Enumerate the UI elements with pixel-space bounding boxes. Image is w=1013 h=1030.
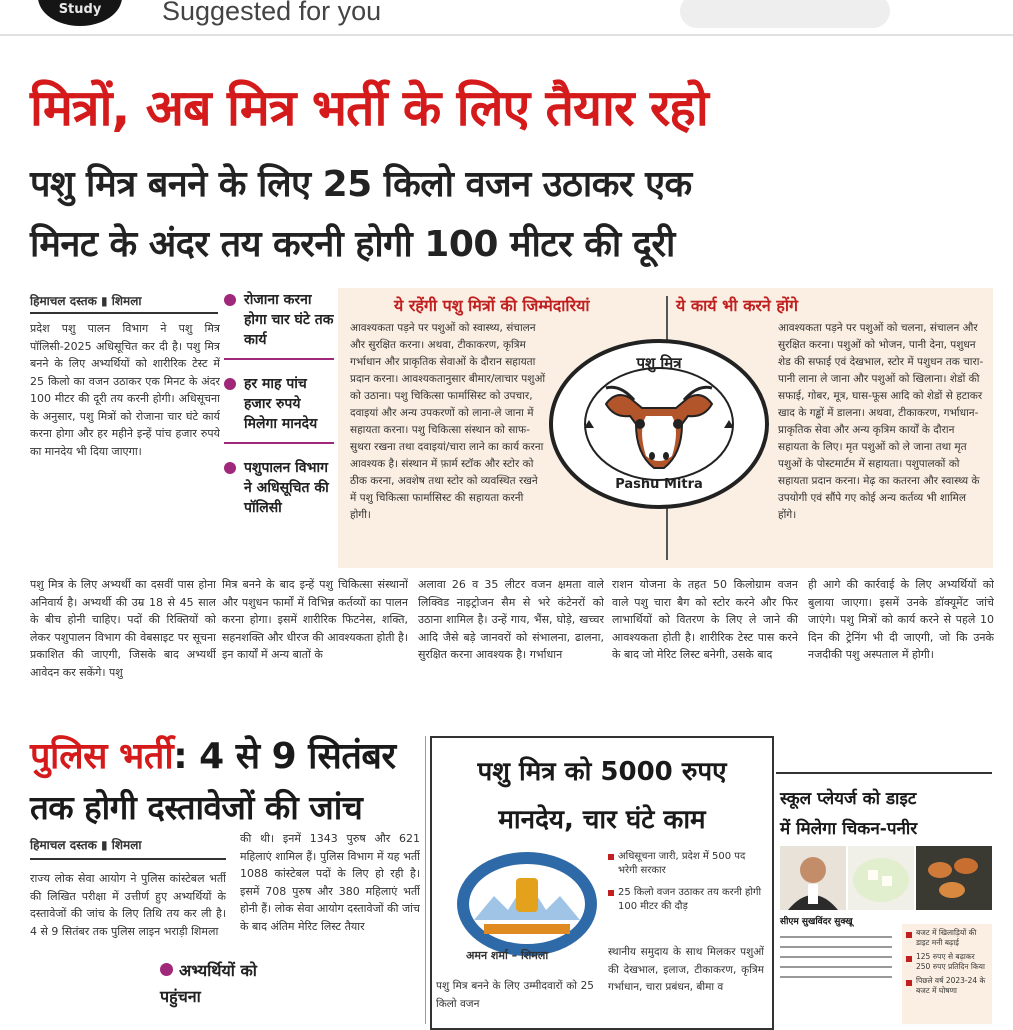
police-headline-line1 <box>30 730 396 779</box>
article-col5: ही आगे की कार्रवाई के लिए अभ्यर्थियों को बुलाया जाएगा। इसमें उनके डॉक्यूमेंट जांचे जाएंगे। पशु मित्रों को कार्य करने से पहले 10 दिन की ट्रेनिंग भी दी जाएगी, जो कि उनके नजदीकी पशु अस्पताल में होगी। <box>808 578 994 661</box>
police-byline: हिमाचल दस्तक ▮ शिमला <box>30 838 142 852</box>
sidebar-title-line2: में मिलेगा चिकन-पनीर <box>780 819 918 839</box>
police-highlight <box>160 958 260 1010</box>
bullet-dot-icon <box>224 294 236 306</box>
police-text-col1: राज्य लोक सेवा आयोग ने पुलिस कांस्टेबल भर्ती की लिखित परीक्षा में उत्तीर्ण हुए अभ्यर्थियों के दस्तावेजों की जांच के लिए तिथि तय कर ली है। 4 से 9 सितंबर तक पुलिस लाइन भराड़ी शिमला <box>30 872 226 938</box>
article-highlights <box>224 290 334 540</box>
highlight-text: हर माह पांच हजार रुपये मिलेगा मानदेय <box>244 376 318 432</box>
chicken-dish-icon <box>916 846 992 910</box>
article-col4: राशन योजना के तहत 50 किलोग्राम वजन वाले पशु चारा बैग को स्टोर करने और फिर लाभार्थियों को वितरण के लिए ले जाने की आवश्यकता होती है। शारीरिक टेस्ट पास करने के बाद जो मेरिट लिस्ट बनेगी, उसके बाद <box>612 578 798 661</box>
boxed-title-line1: पशु मित्र को 5000 रुपए <box>477 757 727 787</box>
boxed-point: अधिसूचना जारी, प्रदेश में 500 पद भरेगी सरकार <box>608 850 762 878</box>
sidebar-rule <box>776 772 992 774</box>
bullet-dot-icon <box>224 462 236 474</box>
police-headline-line2: तक होगी दस्तावेजों की जांच <box>30 788 363 827</box>
police-headline-red: पुलिस भर्ती <box>30 736 174 777</box>
boxed-text-col2: स्थानीय समुदाय के साथ मिलकर पशुओं की देखभाल, इलाज, टीकाकरण, कृत्रिम गर्भाधान, चारा प्रबंधन, बीमा व <box>608 946 764 993</box>
hp-govt-emblem <box>454 850 600 958</box>
boxed-text-col1: पशु मित्र बनने के लिए उम्मीदवारों को 25 किलो वजन <box>436 980 594 1010</box>
tasks-text: आवश्यकता पड़ने पर पशुओं को चलना, संचालन और सुरक्षित करना। पशुओं को भोजन, पानी देना, पशुधन शेड की सफाई एवं देखभाल, स्टोर में पशुधन तक चारा-पानी लाना ले जाना और पशुओं को खिलाना। शेडों की सफाई, गोबर, मूत्र, घास-फूस आदि को शेडों से हटाकर खाद के गड्ढों में डालना। अथवा, टीकाकरण, गर्भाधान-प्राकृतिक सेवा और अन्य कृत्रिम कार्यों के दौरान सहायता के लिए। मृत पशुओं को ले जाना तथा मृत पशुओं के पोस्टमार्टम में सहायता। पशुपालकों को सहायता प्रदान करना। मेढ़ का कतरना और स्वास्थ्य के उपयोगी एवं सौंपे गए कोई अन्य कर्तव्य भी शामिल होंगे। <box>778 322 984 521</box>
paneer-photo <box>848 846 914 910</box>
article-col2: मित्र बनने के बाद इन्हें पशु चिकित्सा संस्थानों और पशुधन फार्मों में विभिन्न कर्तव्यों का पालन करना होगा। इसमें शारीरिक फिटनेस, शक्ति, सहनशक्ति और धीरज की आवश्यकता होती है। इन कार्यों में अन्य बातों के <box>222 578 408 661</box>
chicken-photo <box>916 846 992 910</box>
boxed-title-line2: मानदेय, चार घंटे काम <box>498 805 706 835</box>
logo-hindi-text: पशु मित्र <box>636 354 682 372</box>
bullet-dot-icon <box>160 963 173 976</box>
article-subhead-line2: मिनट के अंदर तय करनी होगी 100 मीटर की दूरी <box>30 224 675 265</box>
police-text-col2: की थी। इनमें 1343 पुरुष और 621 महिलाएं शामिल हैं। पुलिस विभाग में यह भर्ती 1088 कांस्टेबल पदों के लिए हो रही है। इसमें 708 पुरुष और 380 महिलाएं भर्ती होनी हैं। लोक सेवा आयोग दस्तावेजों की जांच के बाद अंतिम मेरिट लिस्ट तैयार <box>240 832 420 933</box>
logo-english-text: Pashu Mitra <box>615 477 703 492</box>
highlight-text: पशुपालन विभाग ने अधिसूचित की पॉलिसी <box>244 460 329 516</box>
person-icon <box>780 846 846 910</box>
police-highlight-text: अभ्यर्थियों को पहुंचना <box>160 961 257 1006</box>
sidebar-story <box>776 772 998 1024</box>
boxed-byline: अमन शर्मा – शिमला <box>466 949 549 962</box>
sidebar-point: 125 रुपए से बढ़ाकर 250 रुपए प्रतिदिन किया <box>906 952 988 972</box>
article-subhead-line1: पशु मित्र बनने के लिए 25 किलो वजन उठाकर एक <box>30 164 692 205</box>
highlight-item <box>224 374 334 444</box>
byline-rule <box>30 312 218 314</box>
suggested-label: Suggested for you <box>162 0 382 26</box>
sidebar-title-line1: स्कूल प्लेयर्ज को डाइट <box>780 789 917 809</box>
cm-photo <box>780 846 846 910</box>
avatar-label: Study <box>58 2 102 17</box>
article-headline: मित्रों, अब मित्र भर्ती के लिए तैयार रहो <box>30 79 708 137</box>
article-intro-text: प्रदेश पशु पालन विभाग ने पशु मित्र पॉलिसी-2025 अधिसूचित कर दी है। पशु मित्र बनने के लिए अभ्यर्थियों को शारीरिक टेस्ट में 25 किलो का वजन उठाकर एक मिनट के अंदर 100 मीटर की दूरी तय करनी होगी। अधिसूचना के अनुसार, पशु मित्रों को रोजाना चार घंटे कार्य करना होगा और हर महीने इन्हें पांच हजार रुपये का मानदेय भी दिया जाएगा। <box>30 322 220 458</box>
highlight-text: रोजाना करना होगा चार घंटे तक कार्य <box>244 292 334 348</box>
header-divider <box>0 34 1013 36</box>
article-byline: हिमाचल दस्तक ▮ शिमला <box>30 294 142 308</box>
article-col3: अलावा 26 व 35 लीटर वजन क्षमता वाले लिक्विड नाइट्रोजन सैम से भरे कंटेनरों को उठाना शामिल है। उन्हें गाय, भैंस, घोड़े, खच्चर आदि जैसे बड़े जानवरों को संभालना, ढालना, सुरक्षित करना आवश्यक है। गर्भाधान <box>418 578 604 661</box>
feed-header <box>0 0 1013 36</box>
tasks-heading: ये कार्य भी करने होंगे <box>676 296 799 315</box>
article-col1-cont: पशु मित्र के लिए अभ्यर्थी का दसवीं पास होना अनिवार्य है। अभ्यर्थी की उम्र 18 से 45 साल के बीच होनी चाहिए। पदों की रिक्तियों को लेकर पशुपालन विभाग की वेबसाइट पर सूचना प्रकाशित की जाएगी, जिसके बाद अभ्यर्थी आवेदन कर सकेंगे। पशु <box>30 578 216 679</box>
bullet-dot-icon <box>224 378 236 390</box>
sidebar-point: पिछले वर्ष 2023-24 के बजट में घोषणा <box>906 976 988 996</box>
highlight-item <box>224 290 334 360</box>
police-byline-rule <box>30 858 226 860</box>
boxed-point: 25 किलो वजन उठाकर तय करनी होगी 100 मीटर की दौड़ <box>608 886 762 914</box>
boxed-story <box>430 736 774 1030</box>
police-headline-rest: : 4 से 9 सितंबर <box>173 736 396 777</box>
sidebar-points-box <box>902 924 992 1024</box>
sidebar-point: बजट में खिलाड़ियों की डाइट मनी बढ़ाई <box>906 928 988 948</box>
column-divider <box>425 736 426 1024</box>
cm-caption: सीएम सुखविंदर सुक्खू <box>780 917 853 927</box>
food-bowl-icon <box>848 846 914 910</box>
responsibilities-heading: ये रहेंगी पशु मित्रों की जिम्मेदारियां <box>394 296 590 315</box>
search-pill[interactable] <box>680 0 890 28</box>
article-byline-wrap <box>30 292 220 309</box>
boxed-points <box>608 850 762 914</box>
pashu-mitra-logo <box>548 338 770 510</box>
responsibilities-text: आवश्यकता पड़ने पर पशुओं को स्वास्थ्य, संचालन और सुरक्षित करना। अथवा, टीकाकरण, कृत्रिम गर्भाधान और प्राकृतिक सेवाओं के दौरान सहायता प्रदान करना। आवश्यकतानुसार बीमार/लाचार पशुओं को उठाना। पशु चिकित्सा फार्मासिस्ट को उपचार, दवाइयां और अन्य उपकरणों को लाना-ले जाना में सहायता करना। पशु चिकित्सा संस्थान को साफ-सुथरा रखना तथा दवाइयां/चारा लाने का कार्य करना आवश्यक है। संस्थान में फ़ार्म स्टॉक और स्टोर को ठीक करना, अवशेष तथा स्टोर को व्यवस्थित रखने में पशु चिकित्सा फार्मासिस्ट की सहायता करनी होगी। <box>350 322 546 521</box>
highlight-item <box>224 458 334 526</box>
sidebar-body-lines <box>780 932 892 1024</box>
channel-avatar[interactable] <box>38 0 122 26</box>
